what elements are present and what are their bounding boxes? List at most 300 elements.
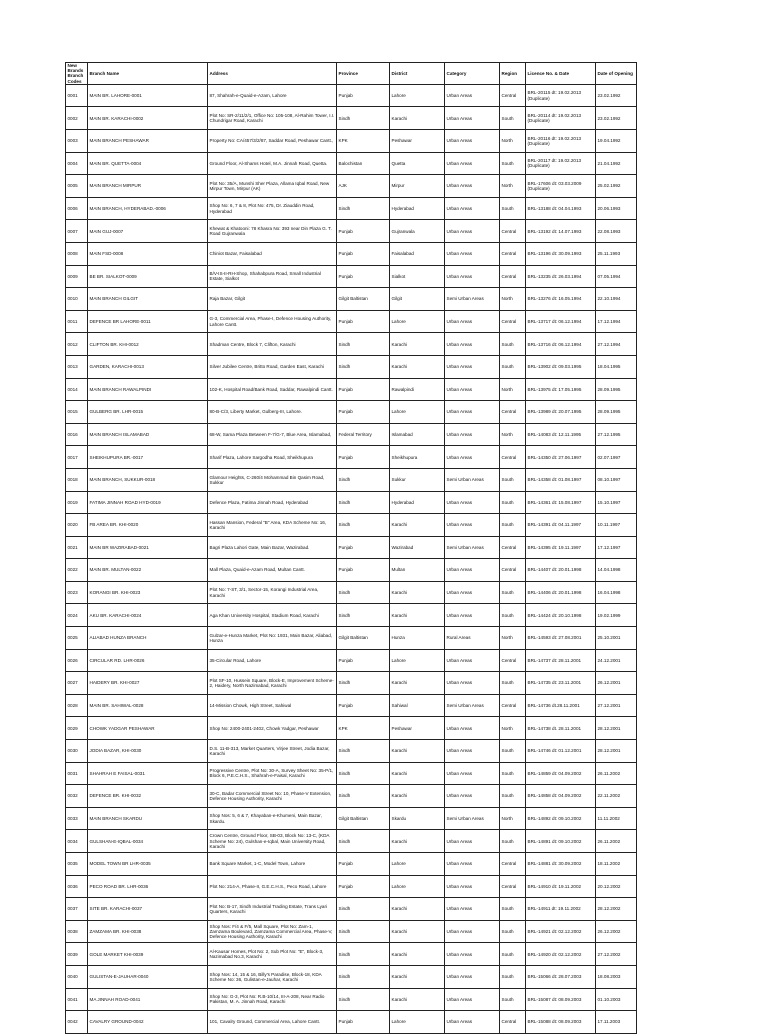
cell-district: Lahore [390, 310, 445, 333]
cell-address: Plot No: B-17, Sindh Industrial Trading Estate, Trans Lyari Quarters, Karachi [208, 898, 337, 921]
cell-code: 0029 [66, 717, 88, 740]
cell-code: 0022 [66, 559, 88, 582]
cell-category: Urban Areas [445, 333, 500, 356]
cell-code: 0014 [66, 378, 88, 401]
branch-table [65, 62, 637, 1034]
cell-category: Urban Areas [445, 740, 500, 763]
cell-address: Plot No: 214-A, Phase-II, G.E.C.H.S., Peco Road, Lahore [208, 875, 337, 898]
cell-opening: 23.02.1992 [596, 107, 637, 130]
cell-licence: BRL-14407 dt: 20.01.1998 [526, 559, 596, 582]
cell-address: Plot No: SR-2/11/2/1, Office No: 105-108, Al-Rahim Tower, I.I. Chundrigar Road, Karachi [208, 107, 337, 130]
cell-district: Karachi [390, 740, 445, 763]
cell-name: MAIN BRANCH MIRPUR [88, 175, 208, 198]
cell-address: Sharif Plaza, Lahore Sargodha Road, Sheikhupura [208, 446, 337, 469]
cell-licence: BRL-13975 dt: 17.05.1995 [526, 378, 596, 401]
cell-district: Islamabad [390, 423, 445, 446]
cell-address: Shop Nos: 5, 6 & 7, Khayaban-e-Khumeni, Main Bazar, Skardu. [208, 807, 337, 830]
cell-province: Punjab [337, 536, 390, 559]
cell-district: Lahore [390, 1011, 445, 1034]
cell-opening: 27.12.2002 [596, 943, 637, 966]
table-row [66, 740, 637, 763]
cell-region: South [500, 920, 526, 943]
cell-region: South [500, 672, 526, 695]
cell-category: Urban Areas [445, 265, 500, 288]
cell-region: Central [500, 242, 526, 265]
cell-address: 87, Shahrah-e-Quaid-e-Azam, Lahore [208, 84, 337, 107]
table-row [66, 672, 637, 695]
cell-province: KPK [337, 130, 390, 153]
cell-address: 80-B-C/3, Liberty Market, Gulberg-III, Lahore. [208, 401, 337, 424]
cell-district: Faisalabad [390, 242, 445, 265]
cell-region: North [500, 175, 526, 198]
cell-opening: 18.11.2002 [596, 853, 637, 876]
cell-name: MAIN BR. KARACHI-0002 [88, 107, 208, 130]
cell-licence: BRL-14406 dt: 20.01.1998 [526, 581, 596, 604]
cell-district: Karachi [390, 898, 445, 921]
cell-name: FATIMA JINNAH ROAD HYD-0019 [88, 491, 208, 514]
cell-category: Urban Areas [445, 649, 500, 672]
cell-name: DEFENCE BR LAHORE-0011 [88, 310, 208, 333]
cell-code: 0006 [66, 197, 88, 220]
cell-licence: BRL-17606 dt: 03.03.2009 (Duplicate) [526, 175, 596, 198]
cell-category: Urban Areas [445, 581, 500, 604]
cell-licence: BRL-14395 dt: 19.11.1997 [526, 536, 596, 559]
cell-address: Defence Plaza, Fatima Jinnah Road, Hyderabad [208, 491, 337, 514]
cell-licence: BRL-13188 dt: 04.04.1993 [526, 197, 596, 220]
cell-code: 0018 [66, 468, 88, 491]
cell-category: Urban Areas [445, 491, 500, 514]
cell-province: Punjab [337, 694, 390, 717]
table-row [66, 423, 637, 446]
cell-province: Punjab [337, 853, 390, 876]
cell-name: SITE BR. KARACHI-0037 [88, 898, 208, 921]
cell-address: Bank Square Market, 1-C, Model Town, Lahore [208, 853, 337, 876]
table-row [66, 898, 637, 921]
cell-name: MAIN BRANCH ISLAMABAD [88, 423, 208, 446]
cell-address: Shop No: G-3, Plot No: R.B-10/14, III-A-208, Near Radio Pakistan, M. A. Jinnah Road, Karachi [208, 988, 337, 1011]
cell-district: Karachi [390, 355, 445, 378]
cell-licence: BRL-14738 dt. 28.11.2001 [526, 717, 596, 740]
cell-name: MODEL TOWN BR LHR-0035 [88, 853, 208, 876]
cell-region: Central [500, 84, 526, 107]
cell-region: South [500, 514, 526, 537]
cell-code: 0026 [66, 649, 88, 672]
cell-opening: 28.12.2001 [596, 740, 637, 763]
cell-code: 0038 [66, 920, 88, 943]
cell-district: Karachi [390, 920, 445, 943]
cell-province: Punjab [337, 310, 390, 333]
cell-district: Hyderabad [390, 197, 445, 220]
table-row [66, 604, 637, 627]
cell-province: Sindh [337, 988, 390, 1011]
cell-name: GOLE MARKET KHI-0039 [88, 943, 208, 966]
cell-province: Sindh [337, 491, 390, 514]
cell-address: Gulzar-e-Hunza Market, Plot No: 1931, Main Bazar, Aliabad, Hunza [208, 627, 337, 650]
cell-category: Urban Areas [445, 355, 500, 378]
cell-opening: 17.12.1997 [596, 536, 637, 559]
header-code: New Brands Branch Codes [66, 63, 88, 85]
cell-region: Central [500, 1011, 526, 1034]
table-row [66, 581, 637, 604]
header-opening: Date of Opening [596, 63, 637, 85]
cell-opening: 01.10.2003 [596, 988, 637, 1011]
cell-opening: 19.02.1999 [596, 604, 637, 627]
cell-address: 68-W, Sama Plaza Between F-7/G-7, Blue Area, Islamabad, [208, 423, 337, 446]
cell-province: Balochistan [337, 152, 390, 175]
cell-address: 101, Cavalry Ground, Commercial Area, Lahore Cantt. [208, 1011, 337, 1034]
cell-name: PECO ROAD BR. LHR-0036 [88, 875, 208, 898]
table-row [66, 378, 637, 401]
table-row [66, 242, 637, 265]
cell-province: Gilgit Baltistan [337, 288, 390, 311]
cell-region: South [500, 468, 526, 491]
cell-address: Mall Plaza, Quaid-e-Azam Road, Multan Cantt. [208, 559, 337, 582]
cell-region: North [500, 130, 526, 153]
cell-code: 0023 [66, 581, 88, 604]
cell-province: Sindh [337, 965, 390, 988]
cell-address: Silver Jubilee Centre, Britto Road, Garden East, Karachi [208, 355, 337, 378]
cell-category: Urban Areas [445, 965, 500, 988]
cell-category: Urban Areas [445, 943, 500, 966]
cell-region: South [500, 785, 526, 808]
header-category: Category [445, 63, 500, 85]
table-row [66, 468, 637, 491]
cell-category: Urban Areas [445, 920, 500, 943]
cell-opening: 10.11.1997 [596, 514, 637, 537]
cell-licence: BRL-15087 dt: 08.09.2003 [526, 988, 596, 1011]
cell-category: Urban Areas [445, 875, 500, 898]
cell-category: Urban Areas [445, 898, 500, 921]
cell-code: 0008 [66, 242, 88, 265]
cell-address: Shop Nos: 14, 15 & 16, Billy's Paradise, Block-18, KDA Scheme No: 36, Gulistan-e-Jauhar, Karachi [208, 965, 337, 988]
cell-opening: 25.10.2001 [596, 627, 637, 650]
cell-address: 102-K, Hospital Road/Bank Road, Saddar, Rawalpindi Cantt. [208, 378, 337, 401]
cell-opening: 02.07.1997 [596, 446, 637, 469]
cell-name: MAIN FSD-0008 [88, 242, 208, 265]
table-row [66, 785, 637, 808]
cell-opening: 20.12.2002 [596, 875, 637, 898]
cell-province: Sindh [337, 672, 390, 695]
cell-address: 14-Mission Chowk, High Street, Sahiwal [208, 694, 337, 717]
cell-licence: BRL-15088 dt: 08.09.2003 [526, 1011, 596, 1034]
cell-category: Urban Areas [445, 830, 500, 853]
cell-name: MAIN BRANCH, SUKKUR-0018 [88, 468, 208, 491]
cell-name: HAIDERY BR. KHI-0027 [88, 672, 208, 695]
cell-licence: BRL-13196 dt: 30.09.1993 [526, 242, 596, 265]
cell-region: South [500, 965, 526, 988]
cell-name: MA JINNAH ROAD-0041 [88, 988, 208, 1011]
cell-name: MAIN BR. SAHIWAL-0028 [88, 694, 208, 717]
cell-address: Glamour Heights, C-260/4 Mohammad Bin Qasim Road, Sukkur [208, 468, 337, 491]
cell-address: Property No: CA/457/3/2/87, Saddar Road, Peshawar Cantt., [208, 130, 337, 153]
cell-code: 0012 [66, 333, 88, 356]
cell-licence: BRL-14735 dt: 23.11.2001 [526, 672, 596, 695]
cell-address: Plot SF-10, Hussein Square, Block-E, Improvement Scheme-2, Haidery, North Nazimabad, Karachi [208, 672, 337, 695]
cell-licence: BRL-14391 dt: 04.11.1997 [526, 514, 596, 537]
cell-category: Urban Areas [445, 175, 500, 198]
cell-district: Karachi [390, 514, 445, 537]
cell-licence: BRL-13235 dt: 26.03.1994 [526, 265, 596, 288]
cell-address: Aga Khan University Hospital, Stadium Road, Karachi [208, 604, 337, 627]
cell-licence: BRL-14921 dt: 02.12.2002 [526, 920, 596, 943]
cell-opening: 22.11.2002 [596, 785, 637, 808]
cell-code: 0028 [66, 694, 88, 717]
cell-province: Punjab [337, 220, 390, 243]
cell-opening: 21.04.1992 [596, 152, 637, 175]
cell-address: Chiniot Bazar, Faisalabad [208, 242, 337, 265]
cell-code: 0040 [66, 965, 88, 988]
cell-region: South [500, 762, 526, 785]
cell-name: AKU BR. KARACHI-0024 [88, 604, 208, 627]
cell-opening: 08.10.1997 [596, 468, 637, 491]
cell-licence: BRL-14910 dt: 19.11.2002 [526, 875, 596, 898]
cell-address: G-3, Commercial Area, Phase-I, Defence Housing Authority, Lahore Cantt. [208, 310, 337, 333]
cell-province: AJK [337, 175, 390, 198]
table-row [66, 152, 637, 175]
cell-district: Mirpur [390, 175, 445, 198]
cell-region: South [500, 107, 526, 130]
cell-region: South [500, 830, 526, 853]
cell-opening: 17.11.2003 [596, 1011, 637, 1034]
cell-name: MAIN BR. MULTAN-0022 [88, 559, 208, 582]
cell-province: Punjab [337, 649, 390, 672]
cell-opening: 27.12.1995 [596, 423, 637, 446]
cell-licence: BRL-13717 dt: 06.12.1994 [526, 310, 596, 333]
cell-licence: BRL-14424 dt: 20.10.1998 [526, 604, 596, 627]
cell-region: South [500, 604, 526, 627]
table-row [66, 1011, 637, 1034]
cell-licence: BRL-13276 dt: 16.05.1994 [526, 288, 596, 311]
cell-code: 0015 [66, 401, 88, 424]
cell-province: Punjab [337, 242, 390, 265]
cell-district: Karachi [390, 333, 445, 356]
cell-category: Urban Areas [445, 604, 500, 627]
cell-address: 35-Circular Road, Lahore [208, 649, 337, 672]
cell-code: 0025 [66, 627, 88, 650]
cell-code: 0016 [66, 423, 88, 446]
header-district: District [390, 63, 445, 85]
cell-name: CIRCULAR RD. LHR-0026 [88, 649, 208, 672]
cell-category: Urban Areas [445, 310, 500, 333]
cell-province: Punjab [337, 875, 390, 898]
cell-region: South [500, 491, 526, 514]
cell-address: Bagri Plaza Lahori Gate, Main Bazar, Wazirabad. [208, 536, 337, 559]
cell-name: SHEIKHUPURA BR.-0017 [88, 446, 208, 469]
cell-code: 0004 [66, 152, 88, 175]
cell-district: Karachi [390, 988, 445, 1011]
cell-licence: BRL-14892 dt: 09.10.2002 [526, 807, 596, 830]
cell-district: Karachi [390, 943, 445, 966]
cell-code: 0034 [66, 830, 88, 853]
cell-opening: 26.11.2002 [596, 762, 637, 785]
cell-province: Sindh [337, 740, 390, 763]
cell-region: South [500, 988, 526, 1011]
cell-opening: 22.10.1994 [596, 288, 637, 311]
table-row [66, 830, 637, 853]
cell-opening: 20.06.1993 [596, 197, 637, 220]
cell-address: Plot No: 35/A, Munshi Sher Plaza, Allama Iqbal Road, New Mirpur Town, Mirpur (AK) [208, 175, 337, 198]
cell-name: MAIN GUJ-0007 [88, 220, 208, 243]
cell-province: Sindh [337, 355, 390, 378]
header-row [66, 63, 637, 85]
cell-province: Sindh [337, 604, 390, 627]
cell-province: KPK [337, 717, 390, 740]
cell-licence: BRL-14920 dt: 02.12.2002 [526, 943, 596, 966]
cell-licence: BRL-14358 dt: 01.08.1997 [526, 468, 596, 491]
cell-district: Gilgit [390, 288, 445, 311]
cell-opening: 27.12.2001 [596, 694, 637, 717]
cell-region: Central [500, 694, 526, 717]
branch-list-sheet [65, 62, 636, 1034]
cell-region: North [500, 717, 526, 740]
cell-code: 0035 [66, 853, 88, 876]
cell-province: Sindh [337, 107, 390, 130]
cell-province: Sindh [337, 898, 390, 921]
cell-province: Sindh [337, 762, 390, 785]
table-row [66, 107, 637, 130]
cell-district: Hunza [390, 627, 445, 650]
cell-code: 0030 [66, 740, 88, 763]
cell-code: 0024 [66, 604, 88, 627]
cell-opening: 14.04.1998 [596, 559, 637, 582]
table-row [66, 649, 637, 672]
cell-district: Karachi [390, 672, 445, 695]
cell-district: Karachi [390, 107, 445, 130]
cell-region: South [500, 197, 526, 220]
table-row [66, 446, 637, 469]
cell-region: North [500, 627, 526, 650]
cell-region: Central [500, 853, 526, 876]
cell-district: Quetta [390, 152, 445, 175]
cell-province: Punjab [337, 559, 390, 582]
table-row [66, 965, 637, 988]
cell-opening: 18.04.1995 [596, 355, 637, 378]
cell-category: Urban Areas [445, 762, 500, 785]
cell-licence: BRL-14859 dt: 04.09.2002 [526, 762, 596, 785]
cell-opening: 17.12.1994 [596, 310, 637, 333]
cell-name: MAIN BRANCH RAWALPINDI [88, 378, 208, 401]
cell-district: Karachi [390, 581, 445, 604]
cell-address: Shop No: 6, 7 & 8, Plot No: 475, Dr. Ziauddin Road, Hyderabad [208, 197, 337, 220]
cell-region: Central [500, 536, 526, 559]
table-row [66, 130, 637, 153]
cell-category: Urban Areas [445, 672, 500, 695]
cell-category: Urban Areas [445, 84, 500, 107]
cell-region: South [500, 740, 526, 763]
cell-province: Punjab [337, 265, 390, 288]
cell-opening: 28.09.1995 [596, 378, 637, 401]
cell-address: B/V-IS-II-RH-Shop, Shahabpura Road, Small Industrial Estate, Sialkot [208, 265, 337, 288]
cell-district: Sahiwal [390, 694, 445, 717]
table-row [66, 355, 637, 378]
cell-licence: BRL-14361 dt: 15.08.1997 [526, 491, 596, 514]
header-name: Branch Name [88, 63, 208, 85]
cell-opening: 26.11.2002 [596, 830, 637, 853]
cell-name: FB AREA BR. KHI-0020 [88, 514, 208, 537]
cell-name: DEFENCE BR. KHI-0032 [88, 785, 208, 808]
cell-code: 0011 [66, 310, 88, 333]
table-row [66, 536, 637, 559]
table-row [66, 717, 637, 740]
cell-district: Karachi [390, 965, 445, 988]
cell-district: Hyderabad [390, 491, 445, 514]
cell-name: MAIN BRANCH PESHAWAR [88, 130, 208, 153]
cell-district: Karachi [390, 785, 445, 808]
header-licence: Licence No. & Date [526, 63, 596, 85]
cell-licence: BRL-14911 dt: 19.11.2002 [526, 898, 596, 921]
cell-province: Gilgit Baltistan [337, 807, 390, 830]
cell-region: South [500, 898, 526, 921]
table-row [66, 265, 637, 288]
cell-address: Shadman Centre, Block 7, Clifton, Karachi [208, 333, 337, 356]
cell-category: Urban Areas [445, 514, 500, 537]
cell-opening: 07.05.1994 [596, 265, 637, 288]
cell-category: Urban Areas [445, 423, 500, 446]
cell-region: Central [500, 649, 526, 672]
cell-category: Urban Areas [445, 220, 500, 243]
cell-address: Al-Kausar Homes, Plot No: 2, Sub Plot No: "E", Block-3, Nazimabad No.3, Karachi [208, 943, 337, 966]
cell-code: 0017 [66, 446, 88, 469]
cell-name: MAIN BRANCH GILGIT [88, 288, 208, 311]
cell-address: Shop Nos: F/4 & F/5, Mall Square, Plot No: Zam-1, Zamzama Boulevard, Zamzama Commercial Area, Phase-V, Defence Housing Authority, Karachi [208, 920, 337, 943]
cell-category: Urban Areas [445, 988, 500, 1011]
cell-category: Semi Urban Areas [445, 694, 500, 717]
cell-code: 0009 [66, 265, 88, 288]
cell-licence: BRL-14736 dt.28.11.2001 [526, 694, 596, 717]
cell-address: Khewat & Khatooni: 78 Khasra No: 393 near Din Plaza G. T. Road Gujranwala [208, 220, 337, 243]
cell-opening: 22.08.1993 [596, 220, 637, 243]
cell-name: GULSHAN-E-IQBAL-0034 [88, 830, 208, 853]
cell-region: Central [500, 220, 526, 243]
cell-licence: BRL-14593 dt: 27.08.2001 [526, 627, 596, 650]
cell-province: Sindh [337, 581, 390, 604]
cell-code: 0042 [66, 1011, 88, 1034]
cell-province: Sindh [337, 785, 390, 808]
cell-licence: BRL-14881 dt: 30.09.2002 [526, 853, 596, 876]
cell-region: North [500, 807, 526, 830]
cell-region: Central [500, 265, 526, 288]
cell-category: Urban Areas [445, 378, 500, 401]
cell-category: Urban Areas [445, 446, 500, 469]
cell-district: Peshawar [390, 130, 445, 153]
cell-name: CLIFTON BR. KHI-0012 [88, 333, 208, 356]
table-row [66, 853, 637, 876]
cell-address: Ground Floor, Al-Shams Hotel, M.A. Jinnah Road, Quetta. [208, 152, 337, 175]
cell-licence: BRL-14891 dt: 09.10.2002 [526, 830, 596, 853]
cell-province: Sindh [337, 197, 390, 220]
table-row [66, 694, 637, 717]
cell-district: Lahore [390, 875, 445, 898]
table-row [66, 559, 637, 582]
cell-address: Hassan Mansion, Federal "B" Area, KDA Scheme No: 16, Karachi [208, 514, 337, 537]
table-row [66, 310, 637, 333]
cell-province: Sindh [337, 920, 390, 943]
cell-name: CHOWK YADGAR PESHAWAR [88, 717, 208, 740]
cell-opening: 24.12.2001 [596, 649, 637, 672]
cell-code: 0003 [66, 130, 88, 153]
cell-licence: BRL-13989 dt: 20.07.1995 [526, 401, 596, 424]
cell-address: Crown Centre, Ground Floor, SB-03, Block No: 13-C, (KDA Scheme No: 24), Gulshan-e-Iqbal, Main University Road, Karachi [208, 830, 337, 853]
cell-name: MAIN BR WAZIRABAD-0021 [88, 536, 208, 559]
table-row [66, 943, 637, 966]
cell-code: 0010 [66, 288, 88, 311]
cell-code: 0001 [66, 84, 88, 107]
cell-opening: 23.02.1992 [596, 84, 637, 107]
cell-opening: 19.04.1992 [596, 130, 637, 153]
table-row [66, 333, 637, 356]
cell-name: BE BR. SIALKOT-0009 [88, 265, 208, 288]
cell-category: Rural Areas [445, 627, 500, 650]
